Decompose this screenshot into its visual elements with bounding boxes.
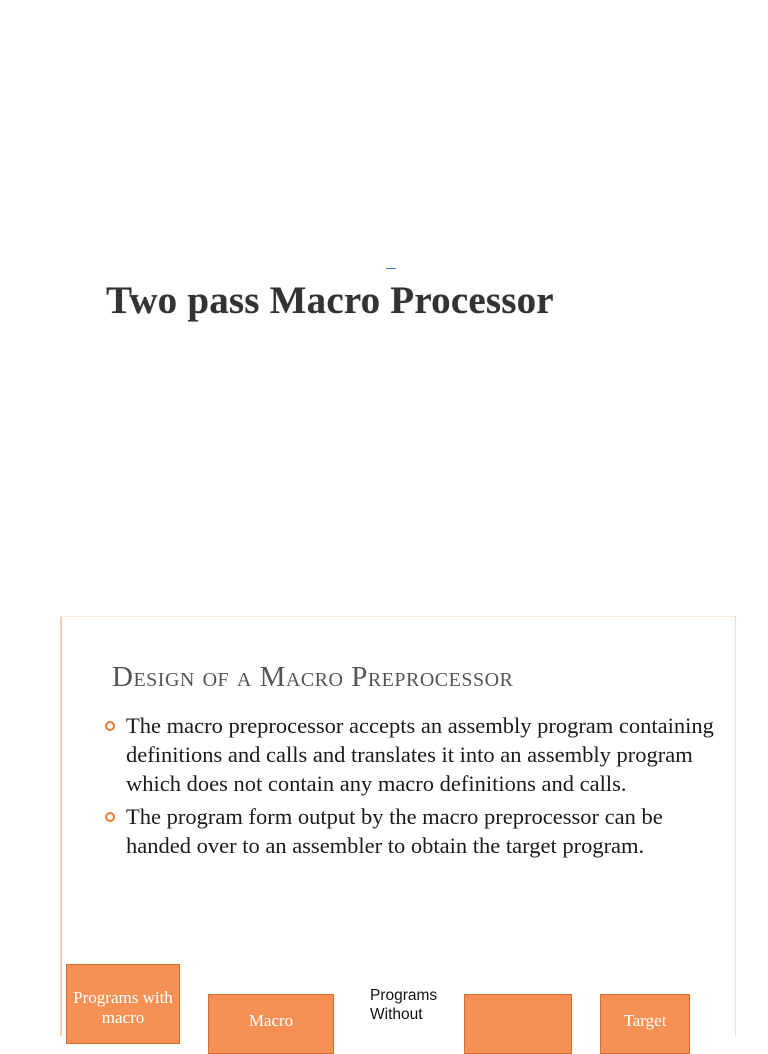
bullet-item bbox=[102, 711, 722, 798]
flow-box-input-label: Programs with macro bbox=[73, 988, 173, 1027]
flow-box-target-label: Target bbox=[623, 1011, 667, 1030]
flow-box-target bbox=[600, 994, 690, 1054]
bullet-text: The program form output by the macro preprocessor can be handed over to an assembler to obtain the target program. bbox=[126, 804, 663, 858]
bullet-ring-icon bbox=[105, 721, 115, 731]
flow-box-macro bbox=[208, 994, 334, 1054]
page-title: Two pass Macro Processor bbox=[106, 279, 554, 322]
flow-middle-label: Programs Without bbox=[370, 987, 438, 1023]
slide-heading: Design of a Macro Preprocessor bbox=[112, 661, 514, 693]
flow-box-assembler bbox=[464, 994, 572, 1054]
flow-box-input bbox=[66, 964, 180, 1044]
bullet-list bbox=[102, 711, 722, 864]
bullet-item bbox=[102, 802, 722, 860]
flow-box-macro-label: Macro bbox=[248, 1011, 294, 1030]
bullet-ring-icon bbox=[105, 812, 115, 822]
link-dash-mark bbox=[386, 268, 396, 269]
bullet-text: The macro preprocessor accepts an assembly program containing definitions and calls and translates it into an assembly program which does not contain any macro definitions and calls. bbox=[126, 713, 714, 796]
